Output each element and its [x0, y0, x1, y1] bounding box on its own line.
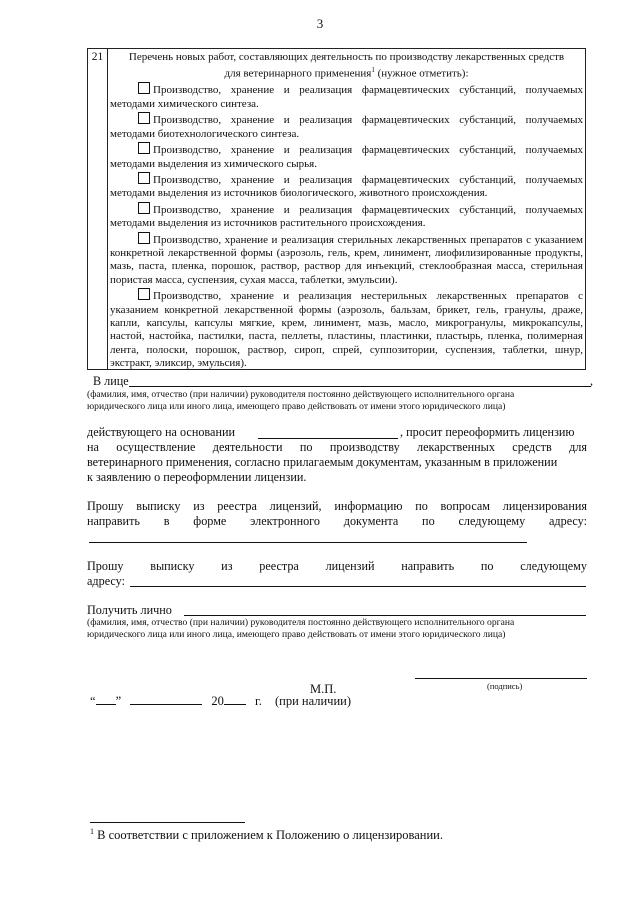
representative-comma: , — [590, 374, 594, 388]
postal-line-2: адресу: — [87, 574, 125, 588]
footnote-text: В соответствии с приложением к Положению о лицензировании. — [94, 828, 443, 843]
checkbox[interactable] — [138, 232, 150, 244]
caption-line-1: (фамилия, имя, отчество (при наличии) руководителя постоянно действующего исполнительного органа — [87, 617, 515, 628]
work-item-text: Производство, хранение и реализация фармацевтических субстанций, получаемых методами химического синтеза. — [110, 84, 583, 110]
caption-line-2: юридического лица или иного лица, имеющего право действовать от имени этого юридического лица) — [87, 401, 506, 412]
postal-request — [87, 559, 587, 589]
basis-suffix: , просит переоформить лицензию — [400, 425, 575, 439]
basis-line-4: к заявлению о переоформлении лицензии. — [87, 470, 307, 484]
personal-label: Получить лично — [87, 603, 172, 617]
work-item — [110, 82, 583, 111]
signature-caption: (подпись) — [487, 681, 523, 691]
basis-input-line[interactable] — [258, 425, 398, 439]
representative-input-line[interactable] — [129, 386, 591, 387]
page-number: 3 — [316, 16, 324, 31]
month-input[interactable] — [130, 704, 202, 705]
year-input[interactable] — [224, 704, 246, 705]
work-item-text: Производство, хранение и реализация стерильных лекарственных препаратов с указанием конкретной лекарственной формы (аэрозоль, гель, крем, линимент, лиофилизированные продукты, мазь, паста, пленка, порошок, раствор, раствор для инъекций, стеклообразная масса, стерильная пористая масса, суспензия, сухая масса, таблетки, эмульсии). — [110, 233, 583, 286]
work-item-text: Производство, хранение и реализация фармацевтических субстанций, получаемых методами выделения из химического сырья. — [110, 144, 583, 170]
basis-line-3: ветеринарного применения, согласно прилагаемым документам, указанным в приложении — [87, 455, 558, 469]
basis-paragraph — [87, 425, 587, 485]
footnote-mark: 1 — [90, 827, 94, 836]
work-item — [110, 172, 583, 201]
date-field — [90, 694, 351, 709]
checkbox[interactable] — [138, 142, 150, 154]
signature-line[interactable] — [415, 678, 587, 679]
checkbox[interactable] — [138, 82, 150, 94]
works-list-title — [110, 51, 583, 81]
footnote-rule — [90, 822, 245, 823]
work-item-text: Производство, хранение и реализация фармацевтических субстанций, получаемых методами выделения из источников растительного происхождения. — [110, 203, 583, 230]
year-prefix: 20 — [211, 694, 224, 708]
work-item — [110, 202, 583, 231]
work-item — [110, 232, 583, 288]
work-item-text: Производство, хранение и реализация фармацевтических субстанций, получаемых методами биотехнологического синтеза. — [110, 114, 583, 140]
representative-label: В лице — [93, 374, 129, 388]
day-input[interactable] — [96, 704, 116, 705]
basis-prefix: действующего на основании — [87, 425, 236, 439]
stamp-label: М.П. — [310, 682, 337, 696]
checkbox[interactable] — [138, 172, 150, 184]
caption-line-1: (фамилия, имя, отчество (при наличии) руководителя постоянно действующего исполнительного органа — [87, 389, 515, 400]
title-line-1: Перечень новых работ, составляющих деятельность по производству лекарственных средств — [128, 51, 565, 63]
checkbox[interactable] — [138, 288, 150, 300]
row-content — [108, 51, 585, 371]
checkbox[interactable] — [138, 112, 150, 124]
checkbox[interactable] — [138, 202, 150, 214]
work-item — [110, 288, 583, 370]
quote-close: ” — [115, 694, 122, 708]
electronic-line-1: Прошу выписку из реестра лицензий, информацию по вопросам лицензирования — [87, 499, 587, 513]
postal-line-1: Прошу выписку из реестра лицензий направить по следующему — [87, 559, 587, 573]
personal-name-line[interactable] — [184, 615, 586, 616]
basis-line-2: на осуществление деятельности по производству лекарственных средств для — [87, 440, 587, 454]
work-item-text: Производство, хранение и реализация фармацевтических субстанций, получаемых методами выделения из источников биологического, животного происхождения. — [110, 173, 583, 200]
electronic-address-line[interactable] — [89, 542, 527, 543]
work-item-text: Производство, хранение и реализация нестерильных лекарственных препаратов с указанием конкретной лекарственной формы (аэрозоль, бальзам, брикет, гель, гранулы, драже, капли, капсулы, капсулы мягкие, крем, линимент, мазь, масло, микрогранулы, микрокапсулы, настой, настойка, пастилки, паста, пеллеты, пластины, пластинки, пластырь, пленка, полимерная лента, полоски, порошок, раствор, сироп, спрей, суппозитории, суспензия, таблетки, шнур, экстракт, эликсир, эмульсия). — [110, 290, 583, 370]
title-suffix: (нужное отметить): — [374, 68, 469, 81]
personal-caption — [87, 617, 587, 641]
quote-open: “ — [90, 694, 96, 708]
title-line-2: для ветеринарного применения — [224, 68, 372, 81]
work-item — [110, 112, 583, 141]
footnote-ref: 1 — [371, 66, 375, 75]
electronic-line-2: направить в форме электронного документа по следующему адресу: — [87, 514, 587, 528]
electronic-request — [87, 499, 587, 529]
postal-address-line[interactable] — [130, 586, 586, 587]
representative-caption — [87, 389, 587, 413]
works-table — [87, 48, 586, 370]
caption-line-2: юридического лица или иного лица, имеющего право действовать от имени этого юридического лица) — [87, 629, 506, 640]
footnote — [90, 827, 443, 843]
year-suffix: г. — [255, 694, 262, 708]
stamp-note: (при наличии) — [274, 694, 351, 708]
work-item — [110, 142, 583, 171]
row-number: 21 — [88, 49, 108, 369]
